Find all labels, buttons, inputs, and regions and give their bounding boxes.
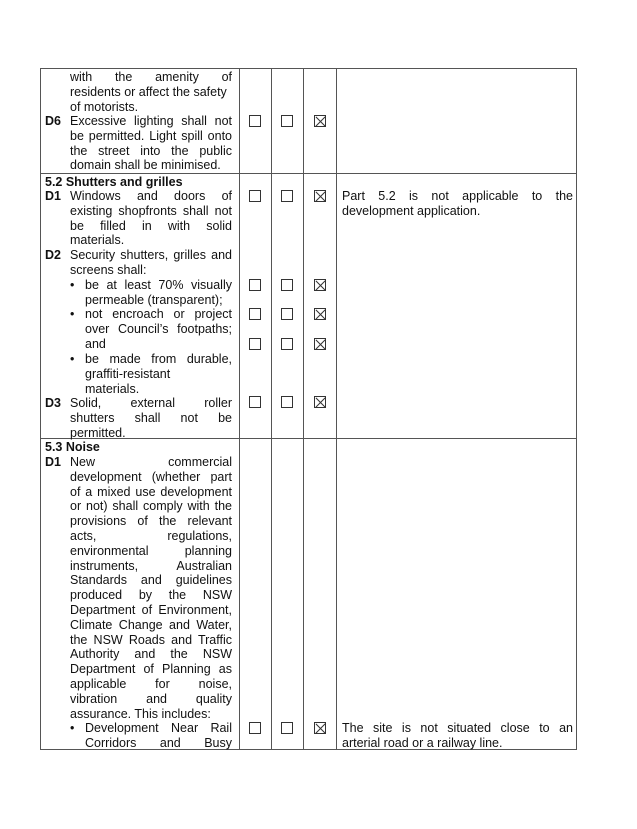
s53-d1-line: applicable for noise,	[70, 676, 232, 691]
s52-d2-line: screens shall:	[70, 262, 147, 277]
yes-checkbox[interactable]	[249, 308, 261, 320]
s52-bullet-line: be made from durable,	[85, 352, 232, 366]
s52-bullet-line: materials.	[85, 381, 140, 396]
bullet-dot: •	[70, 278, 75, 292]
na-checkbox-checked[interactable]	[314, 115, 326, 127]
no-checkbox[interactable]	[281, 308, 293, 320]
column-divider	[239, 69, 240, 749]
control-code-d6: D6	[45, 114, 61, 128]
s53-d1-line: development (whether part	[70, 469, 232, 484]
column-divider	[303, 69, 304, 749]
s52-bullet-1	[85, 278, 232, 308]
yes-checkbox[interactable]	[249, 279, 261, 291]
s53-d1-line: New commercial	[70, 455, 232, 469]
s53-d1-line: environmental planning	[70, 543, 232, 558]
bullet-dot: •	[70, 721, 75, 735]
no-checkbox[interactable]	[281, 190, 293, 202]
section-heading-5-2: 5.2 Shutters and grilles	[45, 175, 183, 189]
section-heading-5-3: 5.3 Noise	[45, 440, 100, 454]
s53-d1-line: Standards and guidelines	[70, 573, 232, 588]
s52-d3-text	[70, 396, 232, 440]
control-code-d1: D1	[45, 455, 61, 469]
s52-bullet-line: not encroach or project	[85, 307, 232, 321]
column-divider	[336, 69, 337, 749]
control-code-d3: D3	[45, 396, 61, 410]
assessment-table	[40, 68, 577, 750]
s53-d1-line: instruments, Australian	[70, 558, 232, 573]
column-divider	[271, 69, 272, 749]
d6-control-text	[70, 114, 232, 173]
s52-bullet-line: be at least 70% visually	[85, 278, 232, 292]
yes-checkbox[interactable]	[249, 338, 261, 350]
d5-line: of motorists.	[70, 99, 139, 114]
na-checkbox-checked[interactable]	[314, 722, 326, 734]
control-code-d2: D2	[45, 248, 61, 262]
s52-comment-line: development application.	[342, 203, 481, 218]
s52-comment-line: Part 5.2 is not applicable to the	[342, 189, 573, 203]
s53-d1-line: the NSW Roads and Traffic	[70, 632, 232, 647]
no-checkbox[interactable]	[281, 279, 293, 291]
s53-d1-line: Department of Environment,	[70, 602, 232, 617]
s53-d1-line: Department of Planning as	[70, 662, 232, 677]
no-checkbox[interactable]	[281, 338, 293, 350]
yes-checkbox[interactable]	[249, 722, 261, 734]
d6-line: domain shall be minimised.	[70, 158, 221, 173]
s53-comment	[342, 721, 573, 751]
s52-bullet-line: graffiti-resistant	[85, 366, 171, 381]
na-checkbox-checked[interactable]	[314, 190, 326, 202]
s53-comment-line: arterial road or a railway line.	[342, 735, 503, 750]
d5-line: residents or affect the safety	[70, 84, 227, 99]
s52-d3-line: permitted.	[70, 425, 126, 440]
s53-d1-line: acts, regulations,	[70, 528, 232, 543]
s53-bullet-1	[85, 721, 232, 751]
s53-d1-line: or not) shall comply with the	[70, 499, 232, 514]
s52-bullet-3	[85, 352, 232, 396]
na-checkbox-checked[interactable]	[314, 338, 326, 350]
control-code-d1: D1	[45, 189, 61, 203]
s53-d1-line: vibration and quality	[70, 691, 232, 706]
yes-checkbox[interactable]	[249, 396, 261, 408]
yes-checkbox[interactable]	[249, 115, 261, 127]
s53-d1-line: assurance. This includes:	[70, 706, 211, 721]
no-checkbox[interactable]	[281, 115, 293, 127]
s53-d1-line: of a mixed use development	[70, 484, 232, 499]
d6-line: Excessive lighting shall not	[70, 114, 232, 128]
s53-d1-line: Authority and the NSW	[70, 647, 232, 662]
na-checkbox-checked[interactable]	[314, 308, 326, 320]
d6-line: be permitted. Light spill onto	[70, 128, 232, 143]
na-checkbox-checked[interactable]	[314, 396, 326, 408]
d5-control-text	[43, 70, 233, 114]
s52-d1-line: materials.	[70, 233, 125, 248]
s52-d1-line: Windows and doors of	[70, 189, 232, 203]
s53-comment-line: The site is not situated close to an	[342, 721, 573, 735]
s52-bullet-line: and	[85, 336, 106, 351]
yes-checkbox[interactable]	[249, 190, 261, 202]
s52-d3-line: shutters shall not be	[70, 410, 232, 425]
na-checkbox-checked[interactable]	[314, 279, 326, 291]
s53-d1-line: Climate Change and Water,	[70, 617, 232, 632]
bullet-dot: •	[70, 352, 75, 366]
s52-bullet-2	[85, 307, 232, 351]
s52-bullet-line: over Council’s footpaths;	[85, 321, 232, 336]
s53-bullet-line: Development Near Rail	[85, 721, 232, 735]
no-checkbox[interactable]	[281, 722, 293, 734]
no-checkbox[interactable]	[281, 396, 293, 408]
s53-d1-line: provisions of the relevant	[70, 514, 232, 529]
d5-line: with the amenity of	[70, 70, 232, 84]
bullet-dot: •	[70, 307, 75, 321]
d6-line: the street into the public	[70, 143, 232, 158]
s53-bullet-line: Corridors and Busy	[85, 735, 232, 750]
s52-comment	[342, 189, 573, 219]
s52-d1-line: existing shopfronts shall not	[70, 203, 232, 218]
s52-d2-line: Security shutters, grilles and	[70, 248, 232, 262]
s52-d1-line: be filled in with solid	[70, 218, 232, 233]
s52-d3-line: Solid, external roller	[70, 396, 232, 410]
s53-d1-text	[70, 455, 232, 721]
s53-d1-line: produced by the NSW	[70, 588, 232, 603]
s52-bullet-line: permeable (transparent);	[85, 292, 223, 307]
s52-d2-text	[70, 248, 232, 278]
s52-d1-text	[70, 189, 232, 248]
